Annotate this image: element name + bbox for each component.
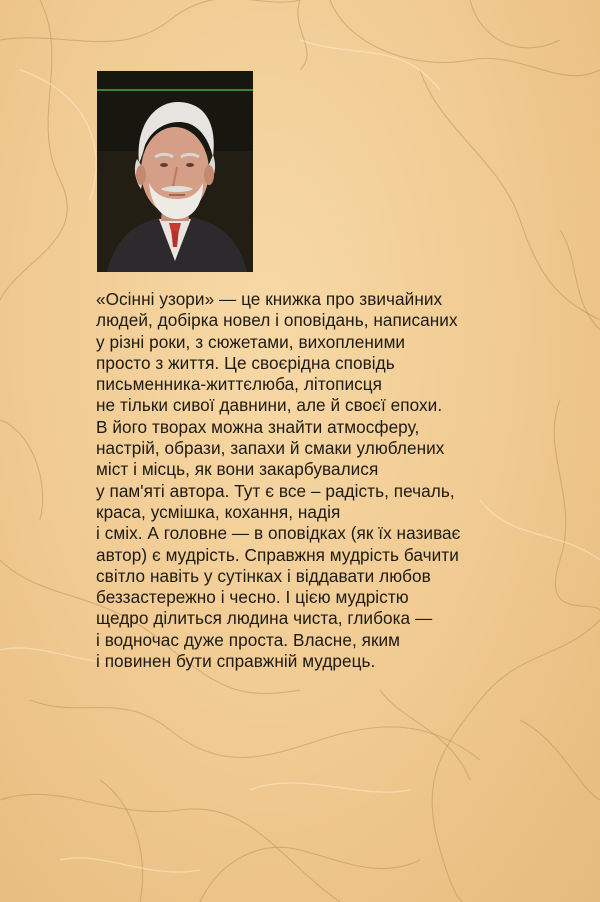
description-line: автор) є мудрість. Справжня мудрість бачити xyxy=(96,544,459,565)
description-line: настрій, образи, запахи й смаки улюблених xyxy=(96,438,445,459)
description-line: і повинен бути справжній мудрець. xyxy=(96,651,376,672)
description-line: не тільки сивої давнини, але й своєї епохи. xyxy=(96,395,443,416)
description-line: письменника-життєлюба, літописця xyxy=(96,374,383,395)
description-line: людей, добірка новел і оповідань, написаних xyxy=(96,310,458,331)
description-line: у пам'яті автора. Тут є все – радість, печаль, xyxy=(96,480,455,501)
description-line: міст і місць, як вони закарбувалися xyxy=(96,459,379,480)
description-line: і водночас дуже проста. Власне, яким xyxy=(96,629,401,650)
description-line: просто з життя. Це своєрідна сповідь xyxy=(96,352,395,373)
description-line: щедро ділиться людина чиста, глибока — xyxy=(96,608,433,629)
description-line: «Осінні узори» — це книжка про звичайних xyxy=(96,289,443,309)
description-line: В його творах можна знайти атмосферу, xyxy=(96,416,420,437)
description-line: краса, усмішка, кохання, надія xyxy=(96,501,341,522)
description-line: у різні роки, з сюжетами, вихопленими xyxy=(96,331,406,352)
author-photo xyxy=(97,71,253,272)
author-portrait-icon xyxy=(97,71,253,272)
book-description xyxy=(96,289,526,672)
description-line: беззастережно і чесно. І цією мудрістю xyxy=(96,587,409,608)
description-line: і сміх. А головне — в оповідках (як їх називає xyxy=(96,523,461,544)
description-line: світло навіть у сутінках і віддавати любов xyxy=(96,565,431,586)
